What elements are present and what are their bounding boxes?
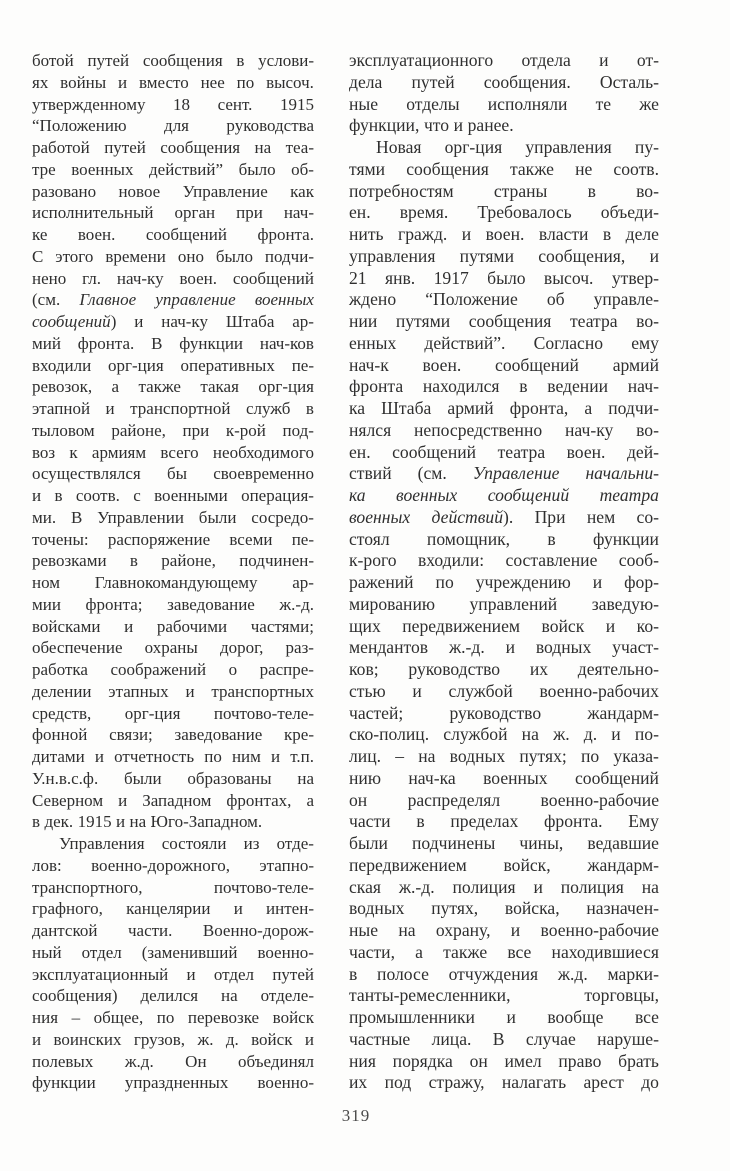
text-line: ные отделы исполняли те же <box>349 93 659 114</box>
text-line: работой путей сообщения на теа- <box>32 138 314 157</box>
text-line: ражений по учреждению и фор- <box>349 572 659 592</box>
text-line: ствий (см. Управление начальни- <box>349 463 659 484</box>
text-line: входили орг-ция оперативных пе- <box>32 355 314 375</box>
text-line: обеспечение охраны дорог, раз- <box>32 638 314 658</box>
text-line: ско-полиц. службой на ж. д. и по- <box>349 724 659 745</box>
text-line: тыловом районе, при к-рой под- <box>32 420 314 440</box>
text-line: и в соотв. с военными операция- <box>32 486 314 505</box>
text-line: частные лица. В случае наруше- <box>349 1028 659 1049</box>
left-text-column <box>32 50 314 1094</box>
text-line: мии фронта; заведование ж.-д. <box>32 594 314 614</box>
text-line: нено гл. нач-ку воен. сообщений <box>32 268 314 288</box>
text-line: ботой путей сообщения в услови- <box>32 51 314 70</box>
text-line: осуществлялся бы своевременно <box>32 464 314 484</box>
text-line: ях войны и вместо нее по высоч. <box>32 72 314 92</box>
text-line: в дек. 1915 и на Юго-Западном. <box>32 812 263 832</box>
text-line: фонной связи; заведование кре- <box>32 725 314 745</box>
text-line: промышленники и вообще все <box>349 1007 659 1027</box>
text-line: ные на охрану, и военно-рабочие <box>349 920 659 940</box>
text-line: Новая орг-ция управления пу- <box>376 137 659 157</box>
text-line: енных действий”. Согласно ему <box>349 332 659 353</box>
text-line: полевых ж.д. Он объединял <box>32 1051 314 1071</box>
text-line: исполнительный орган при нач- <box>32 203 314 223</box>
text-line: этапной и транспортной служб в <box>32 399 314 418</box>
text-line: графного, канцелярии и интен- <box>32 899 314 919</box>
text-line: ный отдел (заменивший военно- <box>32 942 314 962</box>
text-line: частей; руководство жандарм- <box>349 702 659 723</box>
text-line: в полосе отчуждения ж.д. марки- <box>349 963 659 984</box>
text-line: сообщений) и нач-ку Штаба ар- <box>32 312 314 331</box>
text-line: ревозок, а также такая орг-ция <box>32 377 314 397</box>
text-line: части в пределах фронта. Ему <box>349 811 659 832</box>
text-line: ская ж.-д. полиция и полиция на <box>349 876 659 897</box>
text-line: нии путями сообщения театра во- <box>349 311 659 331</box>
text-line: ке воен. сообщений фронта. <box>32 225 314 244</box>
text-line: разовано новое Управление как <box>32 181 314 201</box>
text-line: части, а также все находившиеся <box>349 941 659 962</box>
text-line: нялся непосредственно нач-ку во- <box>349 419 659 440</box>
text-line: ждено “Положение об управле- <box>349 289 659 310</box>
text-line: 21 янв. 1917 было высоч. утвер- <box>349 267 659 288</box>
text-line: (см. Главное управление военных <box>32 290 314 310</box>
text-line: он распределял военно-рабочие <box>349 789 659 810</box>
text-line: мий фронта. В функции нач-ков <box>32 333 314 353</box>
text-line: делении этапных и транспортных <box>32 681 314 701</box>
text-line: мированию управлений заведую- <box>349 593 659 614</box>
text-line: транспортного, почтово-теле- <box>32 877 314 897</box>
text-line: лиц. – на водных путях; по указа- <box>349 746 659 766</box>
text-line: их под стражу, налагать арест до <box>349 1072 659 1093</box>
text-line: были подчинены чины, ведавшие <box>349 833 659 853</box>
text-line: ния – общее, по перевозке войск <box>32 1008 314 1027</box>
text-line: потребностям страны в во- <box>349 180 659 201</box>
text-line: нию нач-ка военных сообщений <box>349 767 659 788</box>
text-line: У.н.в.с.ф. были образованы на <box>32 768 314 788</box>
text-line: ков; руководство их деятельно- <box>349 659 659 679</box>
text-line: дантской части. Военно-дорож- <box>32 921 314 940</box>
text-line: фронта находился в ведении нач- <box>349 376 659 397</box>
text-line: мендантов ж.-д. и водных участ- <box>349 637 659 658</box>
text-line: танты-ремесленники, торговцы, <box>349 985 659 1006</box>
text-line: лов: военно-дорожного, этапно- <box>32 855 314 875</box>
text-line: функции упраздненных военно- <box>32 1073 314 1093</box>
text-line: утвержденному 18 сент. 1915 <box>32 94 314 114</box>
text-line: к-рого входили: составление сооб- <box>349 550 659 571</box>
text-line: ен. сообщений театра воен. дей- <box>349 441 659 462</box>
text-line: стоял помощник, в функции <box>349 528 659 549</box>
right-text-column <box>349 50 659 1094</box>
text-line: работка соображений о распре- <box>32 660 314 679</box>
text-line: военных действий). При нем со- <box>349 506 659 527</box>
text-line: эксплуатационного отдела и от- <box>349 50 659 70</box>
text-line: щих передвижением войск и ко- <box>349 615 659 636</box>
page-number: 319 <box>341 1106 371 1125</box>
text-line: ния порядка он имел право брать <box>349 1050 659 1071</box>
text-line: “Положению для руководства <box>32 116 314 136</box>
text-line: нач-к воен. сообщений армий <box>349 354 659 375</box>
text-line: передвижением войск, жандарм- <box>349 854 659 875</box>
text-line: войсками и рабочими частями; <box>32 616 314 636</box>
text-line: Управления состояли из отде- <box>59 834 314 853</box>
text-line: тями сообщения также не соотв. <box>349 158 659 179</box>
text-line: ми. В Управлении были сосредо- <box>32 507 314 527</box>
text-line: функции, что и ранее. <box>349 115 514 136</box>
text-line: средств, орг-ция почтово-теле- <box>32 703 314 723</box>
text-line: ном Главнокомандующему ар- <box>32 573 314 592</box>
text-line: ка военных сообщений театра <box>349 485 659 505</box>
text-line: точены: распоряжение всеми пе- <box>32 529 314 549</box>
text-line: тре военных действий” было об- <box>32 159 314 179</box>
text-line: дитами и отчетность по ним и т.п. <box>32 747 314 766</box>
text-line: водных путях, войска, назначен- <box>349 898 659 919</box>
text-line: нить гражд. и воен. власти в деле <box>349 224 659 244</box>
text-line: ен. время. Требовалось объеди- <box>349 202 659 223</box>
text-line: ка Штаба армий фронта, а подчи- <box>349 398 659 418</box>
text-line: Северном и Западном фронтах, а <box>32 790 314 810</box>
text-line: и воинских грузов, ж. д. войск и <box>32 1029 314 1049</box>
text-line: эксплуатационный и отдел путей <box>32 964 314 984</box>
text-line: С этого времени оно было подчи- <box>32 246 314 266</box>
text-line: воз к армиям всего необходимого <box>32 442 314 462</box>
text-line: дела путей сообщения. Осталь- <box>349 71 659 92</box>
text-line: управления путями сообщения, и <box>349 245 659 266</box>
text-line: стью и службой военно-рабочих <box>349 680 659 701</box>
text-line: сообщения) делился на отделе- <box>32 986 314 1006</box>
text-line: ревозками в районе, подчинен- <box>32 551 314 571</box>
